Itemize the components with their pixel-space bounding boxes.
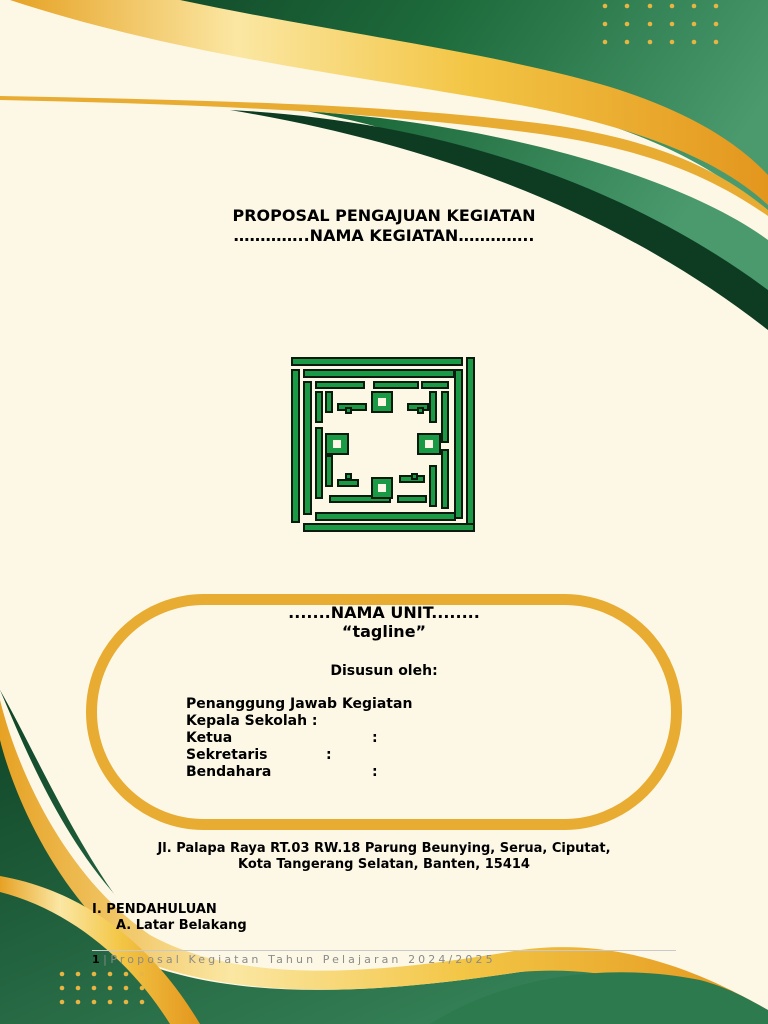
- page-footer: [92, 953, 496, 967]
- role-label: Ketua: [186, 730, 233, 746]
- role-label: Sekretaris: [186, 747, 268, 763]
- role-line: [186, 713, 446, 730]
- role-line: [186, 696, 446, 713]
- address-line-1: Jl. Palapa Raya RT.03 RW.18 Parung Beunying, Serua, Ciputat,: [157, 841, 611, 856]
- footer-separator: |: [103, 953, 107, 966]
- footer-divider: [92, 950, 676, 951]
- subsection-heading: A. Latar Belakang: [116, 918, 247, 933]
- kufic-logo-icon: [290, 356, 476, 534]
- role-line: [186, 747, 446, 764]
- role-colon: :: [372, 730, 378, 746]
- role-label: Kepala Sekolah :: [186, 713, 318, 729]
- activity-name-placeholder: …………..NAMA KEGIATAN…………..: [233, 226, 535, 245]
- proposal-title: PROPOSAL PENGAJUAN KEGIATAN: [232, 206, 536, 225]
- page-number: 1: [92, 953, 100, 966]
- role-colon: :: [326, 747, 332, 763]
- unit-name: .......NAMA UNIT........: [288, 603, 480, 622]
- role-label: Bendahara: [186, 764, 272, 780]
- footer-text: Proposal Kegiatan Tahun Pelajaran 2024/2025: [110, 953, 496, 966]
- role-line: [186, 764, 446, 781]
- role-colon: :: [372, 764, 378, 780]
- role-line: [186, 730, 446, 747]
- compiled-by-label: Disusun oleh:: [330, 663, 438, 679]
- role-label: Penanggung Jawab Kegiatan: [186, 696, 413, 712]
- section-heading: I. PENDAHULUAN: [92, 902, 217, 917]
- roles-list: [186, 696, 446, 781]
- tagline: “tagline”: [341, 622, 427, 641]
- address-line-2: Kota Tangerang Selatan, Banten, 15414: [238, 857, 530, 872]
